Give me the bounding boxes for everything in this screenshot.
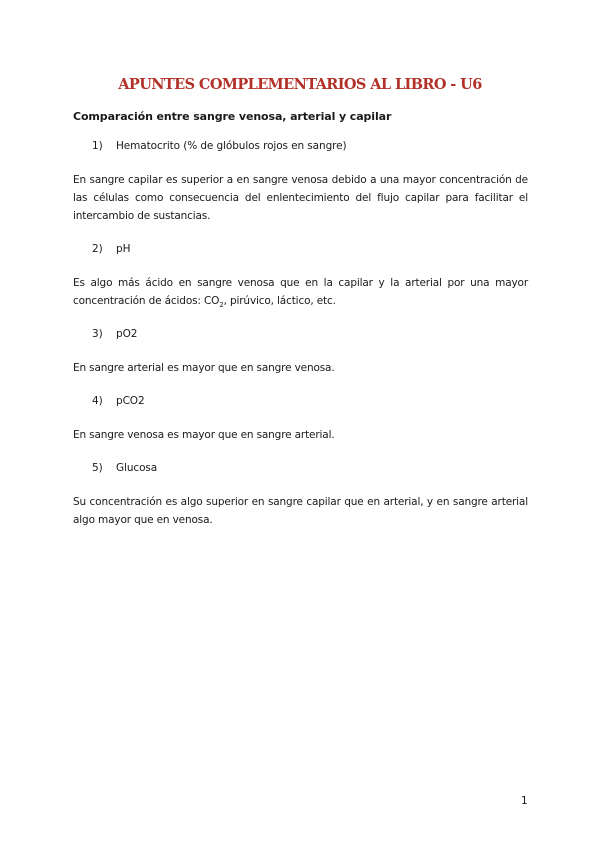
paragraph-ph [73, 274, 528, 310]
list-item-glucosa [92, 462, 528, 474]
list-item-pco2 [92, 395, 528, 407]
section-title: Comparación entre sangre venosa, arterial y capilar [73, 110, 392, 123]
paragraph-hematocrito: En sangre capilar es superior a en sangre venosa debido a una mayor concentración de las células como consecuencia del enlentecimiento del flujo capilar para facilitar el intercambio de sustancias. [73, 174, 528, 222]
list-item-number: 4) [92, 395, 103, 407]
list-item-label: Glucosa [116, 462, 158, 474]
subscript-text: 2 [219, 301, 224, 310]
list-item-number: 3) [92, 328, 103, 340]
paragraph-text: Es algo más ácido en sangre venosa que en la capilar y la arterial por una mayor concentración de ácidos: CO [73, 277, 528, 307]
list-item-hematocrito [92, 140, 528, 152]
paragraph-glucosa: Su concentración es algo superior en sangre capilar que en arterial, y en sangre arterial algo mayor que en venosa. [73, 496, 528, 526]
paragraph-text: , pirúvico, láctico, etc. [223, 295, 336, 307]
list-item-ph [92, 243, 528, 255]
paragraph-po2: En sangre arterial es mayor que en sangre venosa. [73, 362, 335, 374]
list-item-label: pCO2 [116, 395, 145, 407]
list-item-label: Hematocrito (% de glóbulos rojos en sangre) [116, 140, 347, 152]
page-number: 1 [521, 795, 528, 807]
document-content [73, 110, 528, 529]
list-item-po2 [92, 328, 528, 340]
list-item-label: pH [116, 243, 131, 255]
paragraph-pco2: En sangre venosa es mayor que en sangre arterial. [73, 429, 335, 441]
document-title: APUNTES COMPLEMENTARIOS AL LIBRO - U6 [118, 76, 482, 93]
list-item-label: pO2 [116, 328, 138, 340]
list-item-number: 1) [92, 140, 103, 152]
list-item-number: 2) [92, 243, 103, 255]
list-item-number: 5) [92, 462, 103, 474]
